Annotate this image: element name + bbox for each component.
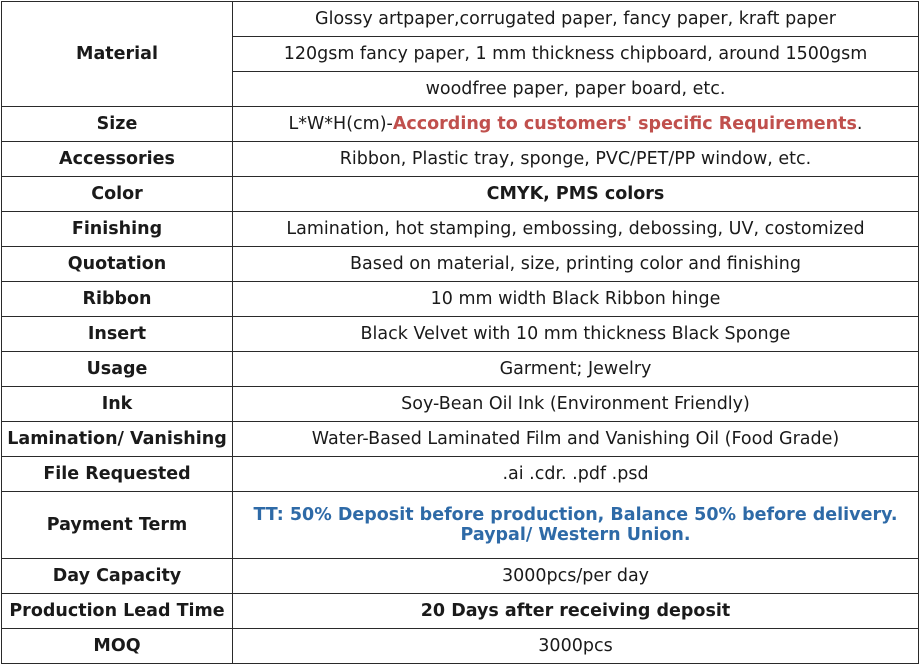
material-value-line-2: 120gsm fancy paper, 1 mm thickness chipboard, around 1500gsm [233, 37, 919, 72]
finishing-value: Lamination, hot stamping, embossing, debossing, UV, costomized [233, 212, 919, 247]
ribbon-value: 10 mm width Black Ribbon hinge [233, 282, 919, 317]
payment-term-line-2: Paypal/ Western Union. [460, 525, 691, 545]
color-value: CMYK, PMS colors [233, 177, 919, 212]
row-label-ribbon: Ribbon [2, 282, 233, 317]
row-label-size: Size [2, 107, 233, 142]
payment-term-line-1: TT: 50% Deposit before production, Balance 50% before delivery. [253, 505, 898, 525]
table-row-insert [2, 317, 919, 352]
row-label-file-requested: File Requested [2, 457, 233, 492]
accessories-value: Ribbon, Plastic tray, sponge, PVC/PET/PP window, etc. [233, 142, 919, 177]
payment-term-value [233, 492, 919, 559]
table-row-ink [2, 387, 919, 422]
table-row-day-capacity [2, 559, 919, 594]
ink-value: Soy-Bean Oil Ink (Environment Friendly) [233, 387, 919, 422]
table-row-payment-term [2, 492, 919, 559]
row-label-lamination: Lamination/ Vanishing [2, 422, 233, 457]
spec-table [1, 1, 919, 664]
row-label-usage: Usage [2, 352, 233, 387]
table-row-quotation [2, 247, 919, 282]
row-label-finishing: Finishing [2, 212, 233, 247]
table-row-lead-time [2, 594, 919, 629]
size-suffix: . [856, 114, 863, 134]
usage-value: Garment; Jewelry [233, 352, 919, 387]
table-row-material [2, 2, 919, 37]
file-requested-value: .ai .cdr. .pdf .psd [233, 457, 919, 492]
row-label-insert: Insert [2, 317, 233, 352]
table-row-moq [2, 629, 919, 664]
lamination-value: Water-Based Laminated Film and Vanishing Oil (Food Grade) [233, 422, 919, 457]
insert-value: Black Velvet with 10 mm thickness Black Sponge [233, 317, 919, 352]
lead-time-value: 20 Days after receiving deposit [233, 594, 919, 629]
material-value-line-3: woodfree paper, paper board, etc. [233, 72, 919, 107]
table-row-accessories [2, 142, 919, 177]
row-label-quotation: Quotation [2, 247, 233, 282]
row-label-ink: Ink [2, 387, 233, 422]
row-label-moq: MOQ [2, 629, 233, 664]
moq-value: 3000pcs [233, 629, 919, 664]
row-label-accessories: Accessories [2, 142, 233, 177]
row-label-day-capacity: Day Capacity [2, 559, 233, 594]
size-highlight: According to customers' specific Requirements [392, 114, 857, 134]
material-value-line-1: Glossy artpaper,corrugated paper, fancy paper, kraft paper [233, 2, 919, 37]
size-value [233, 107, 919, 142]
day-capacity-value: 3000pcs/per day [233, 559, 919, 594]
quotation-value: Based on material, size, printing color and finishing [233, 247, 919, 282]
size-prefix: L*W*H(cm)- [288, 114, 393, 134]
row-label-material: Material [2, 2, 233, 107]
table-row-color [2, 177, 919, 212]
table-row-usage [2, 352, 919, 387]
row-label-payment-term: Payment Term [2, 492, 233, 559]
table-row-lamination [2, 422, 919, 457]
table-row-finishing [2, 212, 919, 247]
table-row-file-requested [2, 457, 919, 492]
row-label-lead-time: Production Lead Time [2, 594, 233, 629]
table-row-size [2, 107, 919, 142]
row-label-color: Color [2, 177, 233, 212]
table-row-ribbon [2, 282, 919, 317]
